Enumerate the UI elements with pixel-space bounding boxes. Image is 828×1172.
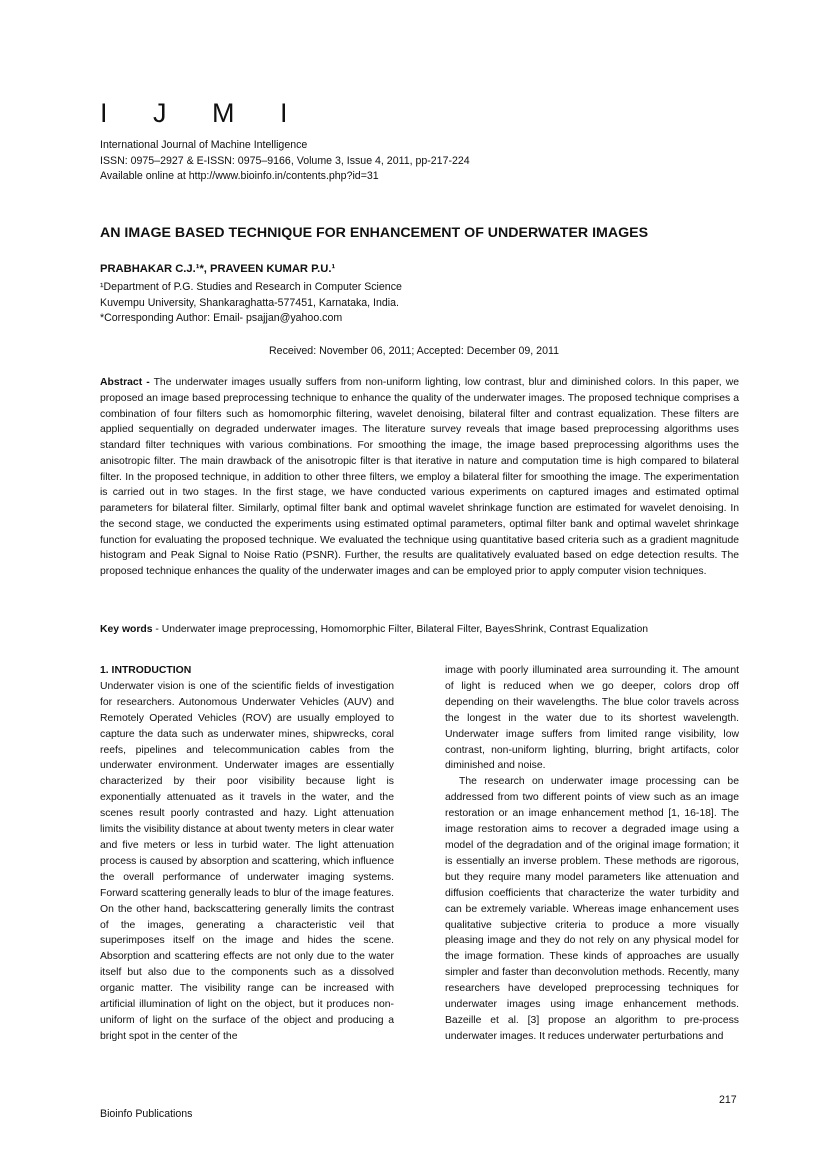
right-column — [445, 663, 739, 1045]
paper-title: AN IMAGE BASED TECHNIQUE FOR ENHANCEMENT OF UNDERWATER IMAGES — [100, 225, 649, 241]
affiliation-department: ¹Department of P.G. Studies and Research in Computer Science — [100, 281, 402, 293]
left-column — [100, 663, 394, 1045]
affiliation-university: Kuvempu University, Shankaraghatta-577451, Karnataka, India. — [100, 296, 399, 309]
publisher-footer: Bioinfo Publications — [100, 1108, 193, 1120]
keywords-label: Key words — [100, 624, 153, 635]
intro-paragraph-1: Underwater vision is one of the scientific fields of investigation for researchers. Autonomous Underwater Vehicles (AUV) and Remotely Operated Vehicles (ROV) are usually employed to capture the data such as underwater mines, shipwrecks, coral reefs, pipelines and telecommunication cables from the underwater environment. Underwater images are essentially characterized by their poor visibility because light is exponentially attenuated as it travels in the water, and the scenes result poorly contrasted and hazy. Light attenuation limits the visibility distance at about twenty meters in clear water and five meters or less in turbid water. The light attenuation process is caused by absorption and scattering, which influence the overall performance of underwater imaging systems. Forward scattering generally leads to blur of the image features. On the other hand, backscattering generally limits the contrast of the images, generating a characteristic veil that superimposes itself on the image and hides the scene. Absorption and scattering effects are not only due to the water itself but also due to the components such as a dissolved organic matter. The visibility range can be increased with artificial illumination of light on the object, but it produces non-uniform of light on the surface of the object and producing a bright spot in the center of the — [100, 680, 394, 1042]
intro-paragraph-continued: image with poorly illuminated area surrounding it. The amount of light is reduced when we go deeper, colors drop off depending on their wavelengths. The blue color travels across the longest in the water due to its shortest wavelength. Underwater image suffers from limited range visibility, low contrast, non-uniform lighting, blurring, bright artifacts, color diminished and noise. — [445, 665, 739, 772]
abstract-label: Abstract - — [100, 377, 150, 388]
issn-line: ISSN: 0975–2927 & E-ISSN: 0975–9166, Volume 3, Issue 4, 2011, pp-217-224 — [100, 154, 470, 167]
page-number: 217 — [719, 1094, 737, 1106]
journal-name: International Journal of Machine Intelligence — [100, 139, 308, 151]
affiliation-block — [100, 280, 402, 327]
journal-logo: I J M I — [100, 98, 307, 128]
received-dates: Received: November 06, 2011; Accepted: December 09, 2011 — [269, 345, 559, 357]
keywords-text: - Underwater image preprocessing, Homomorphic Filter, Bilateral Filter, BayesShrink, Contrast Equalization — [152, 624, 649, 635]
intro-paragraph-2: The research on underwater image processing can be addressed from two different points of view such as an image restoration or an image enhancement method [1, 16-18]. The image restoration aims to recover a degraded image using a model of the degradation and of the original image formation; it is essentially an inverse problem. These methods are rigorous, but they require many model parameters like attenuation and diffusion coefficients that characterize the water turbidity and can be extremely variable. Whereas image enhancement uses qualitative subjective criteria to produce a more visually pleasing image and they do not rely on any physical model for the image formation. These kinds of approaches are usually simpler and faster than deconvolution methods. Recently, many researchers have developed preprocessing techniques for underwater images using image enhancement methods. Bazeille et al. [3] propose an algorithm to pre-process underwater images. It reduces underwater perturbations and — [445, 776, 739, 1042]
abstract — [100, 375, 739, 580]
abstract-text: The underwater images usually suffers from non-uniform lighting, low contrast, blur and diminished colors. In this paper, we proposed an image based preprocessing technique to enhance the quality of the underwater images. The proposed technique comprises a combination of four filters such as homomorphic filtering, wavelet denoising, bilateral filter and contrast equalization. These filters are applied sequentially on degraded underwater images. The literature survey reveals that image based preprocessing algorithms uses standard filter techniques with various combinations. For smoothing the image, the image based preprocessing algorithms uses the anisotropic filter. The main drawback of the anisotropic filter is that iterative in nature and computation time is high compared to bilateral filter. In the proposed technique, in addition to other three filters, we employ a bilateral filter for smoothing the image. The experimentation is carried out in two stages. In the first stage, we have conducted various experiments on captured images and estimated optimal parameters for bilateral filter. Similarly, optimal filter bank and optimal wavelet shrinkage function are estimated for wavelet denoising. In the second stage, we conducted the experiments using estimated optimal parameters, optimal filter bank and optimal wavelet shrinkage function for evaluating the proposed technique. We evaluated the technique using quantitative based criteria such as a gradient magnitude histogram and Peak Signal to Noise Ratio (PSNR). Further, the results are qualitatively evaluated based on edge detection results. The proposed technique enhances the quality of the underwater images and can be employed prior to apply computer vision techniques. — [100, 377, 739, 577]
corresponding-author: *Corresponding Author: Email- psajjan@yahoo.com — [100, 312, 343, 324]
section-heading: 1. INTRODUCTION — [100, 665, 192, 676]
online-line: Available online at http://www.bioinfo.in/contents.php?id=31 — [100, 170, 379, 182]
journal-info — [100, 138, 470, 185]
author-names: PRABHAKAR C.J.¹*, PRAVEEN KUMAR P.U.¹ — [100, 263, 336, 275]
keywords — [100, 624, 739, 635]
